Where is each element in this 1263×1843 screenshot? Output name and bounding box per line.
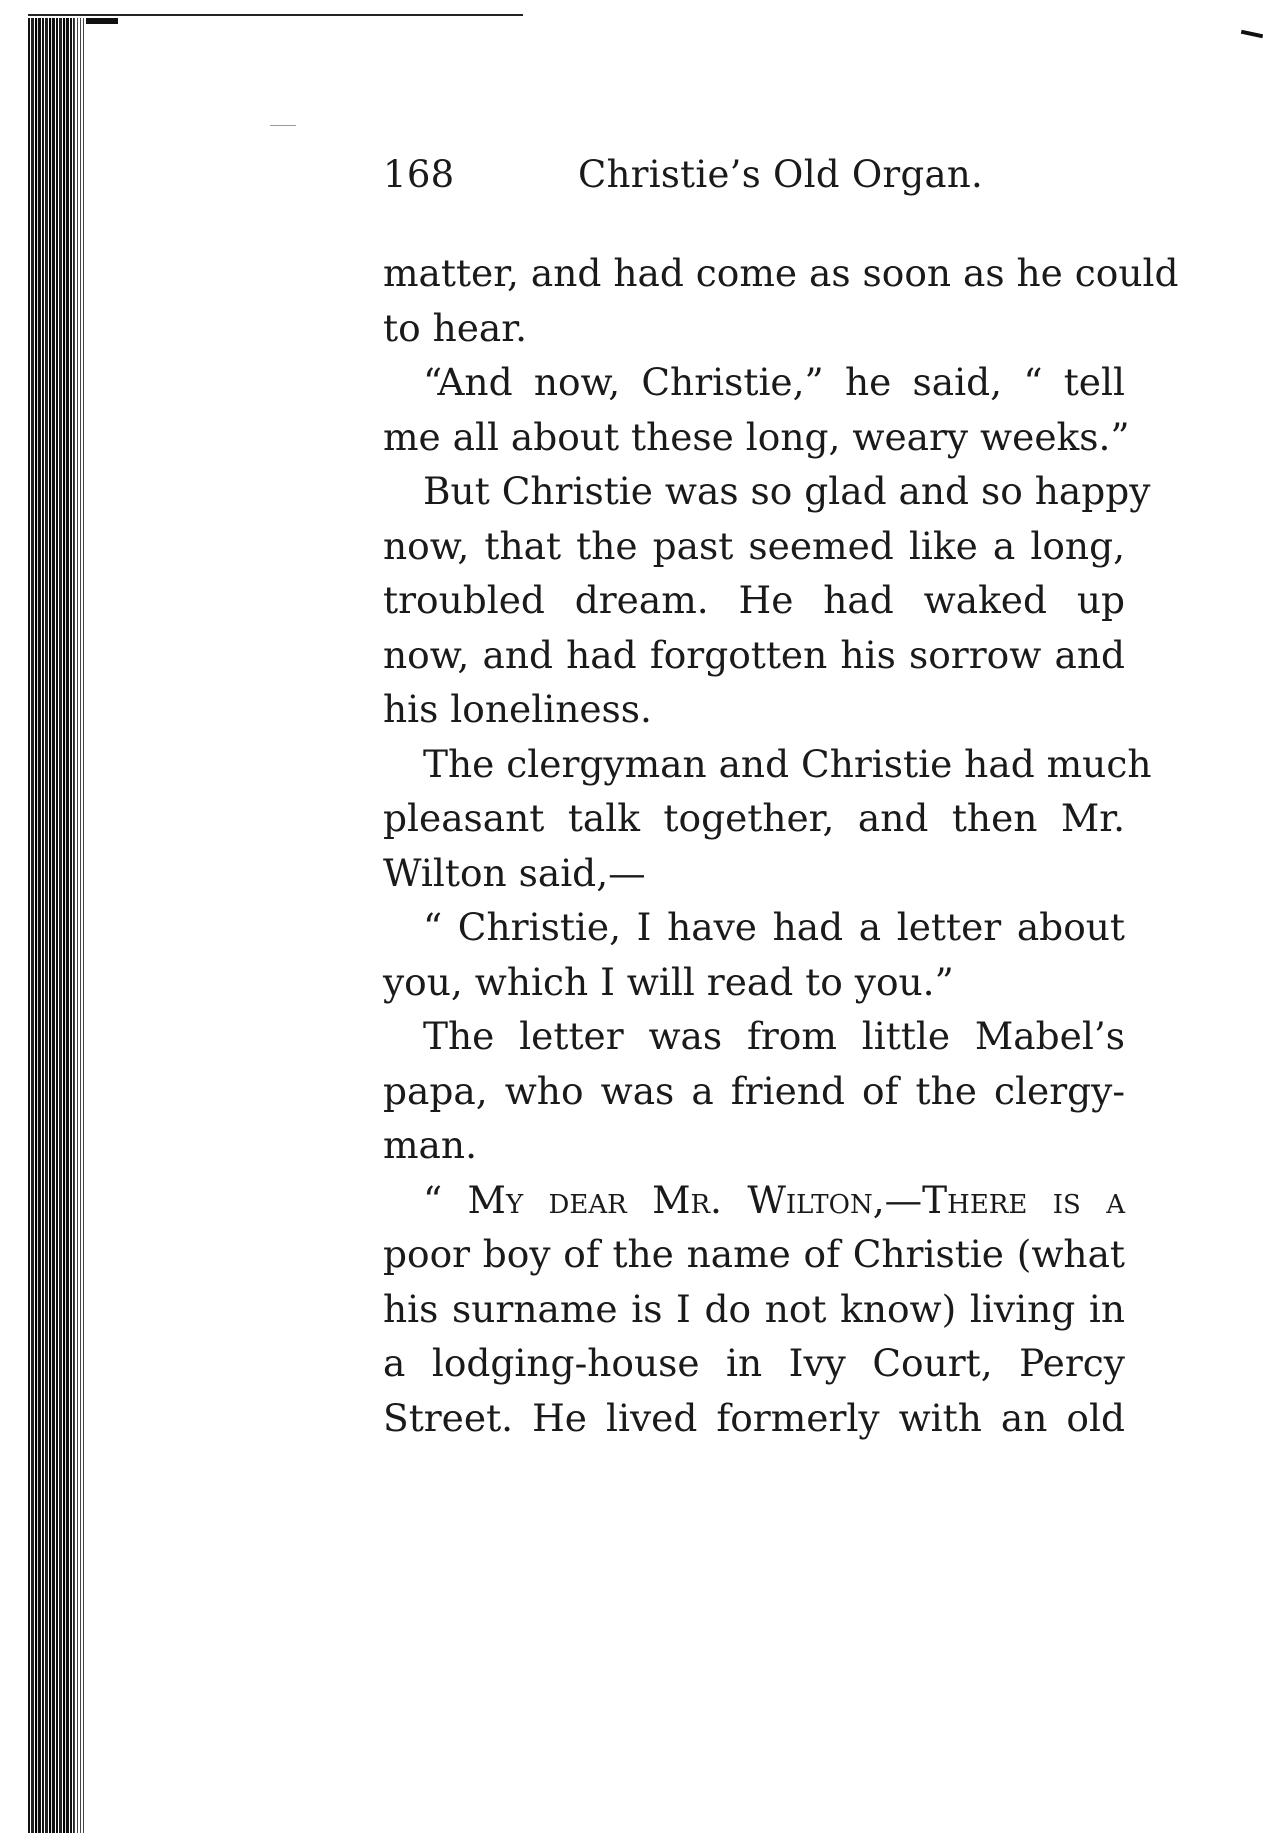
text-line: pleasant talk together, and then Mr.	[383, 796, 1125, 840]
text-line: you, which I will read to you.”	[383, 959, 954, 1004]
book-page	[383, 150, 1179, 1445]
text-line: a lodging-house in Ivy Court, Percy	[383, 1341, 1125, 1385]
text-line: Street. He lived formerly with an old	[383, 1395, 1125, 1440]
text-line: papa, who was a friend of the clergy-	[383, 1068, 1125, 1113]
text-line: But Christie was so glad and so happy	[423, 469, 1151, 513]
text-line: poor boy of the name of Christie (what	[383, 1232, 1125, 1276]
page-number: 168	[383, 153, 455, 196]
text-line: “ Christie, I have had a letter about	[423, 905, 1125, 949]
text-line: man.	[383, 1123, 477, 1167]
text-line: now, and had forgotten his sorrow and	[383, 632, 1125, 677]
text-line: me all about these long, weary weeks.”	[383, 414, 1130, 459]
text-line: “And now, Christie,” he said, “ tell	[423, 360, 1125, 404]
running-head	[383, 150, 1125, 200]
letter-salutation-line: “ My dear Mr. Wilton,—There is a	[423, 1177, 1125, 1222]
text-line: to hear.	[383, 305, 527, 350]
body-text	[383, 246, 1179, 1445]
text-line: The letter was from little Mabel’s	[423, 1014, 1125, 1058]
scan-top-rule	[28, 14, 523, 16]
text-line: The clergyman and Christie had much	[423, 741, 1152, 786]
binding-gutter-edge	[74, 18, 86, 1833]
text-line: his loneliness.	[383, 687, 652, 731]
text-line: troubled dream. He had waked up	[383, 578, 1125, 622]
text-line: his surname is I do not know) living in	[383, 1286, 1125, 1331]
text-line: now, that the past seemed like a long,	[383, 523, 1125, 568]
running-title: Christie’s Old Organ.	[578, 153, 984, 196]
text-line: Wilton said,—	[383, 850, 646, 895]
text-line: matter, and had come as soon as he could	[383, 251, 1179, 295]
scan-corner-mark	[1241, 30, 1263, 38]
scan-stray-mark	[270, 125, 296, 126]
